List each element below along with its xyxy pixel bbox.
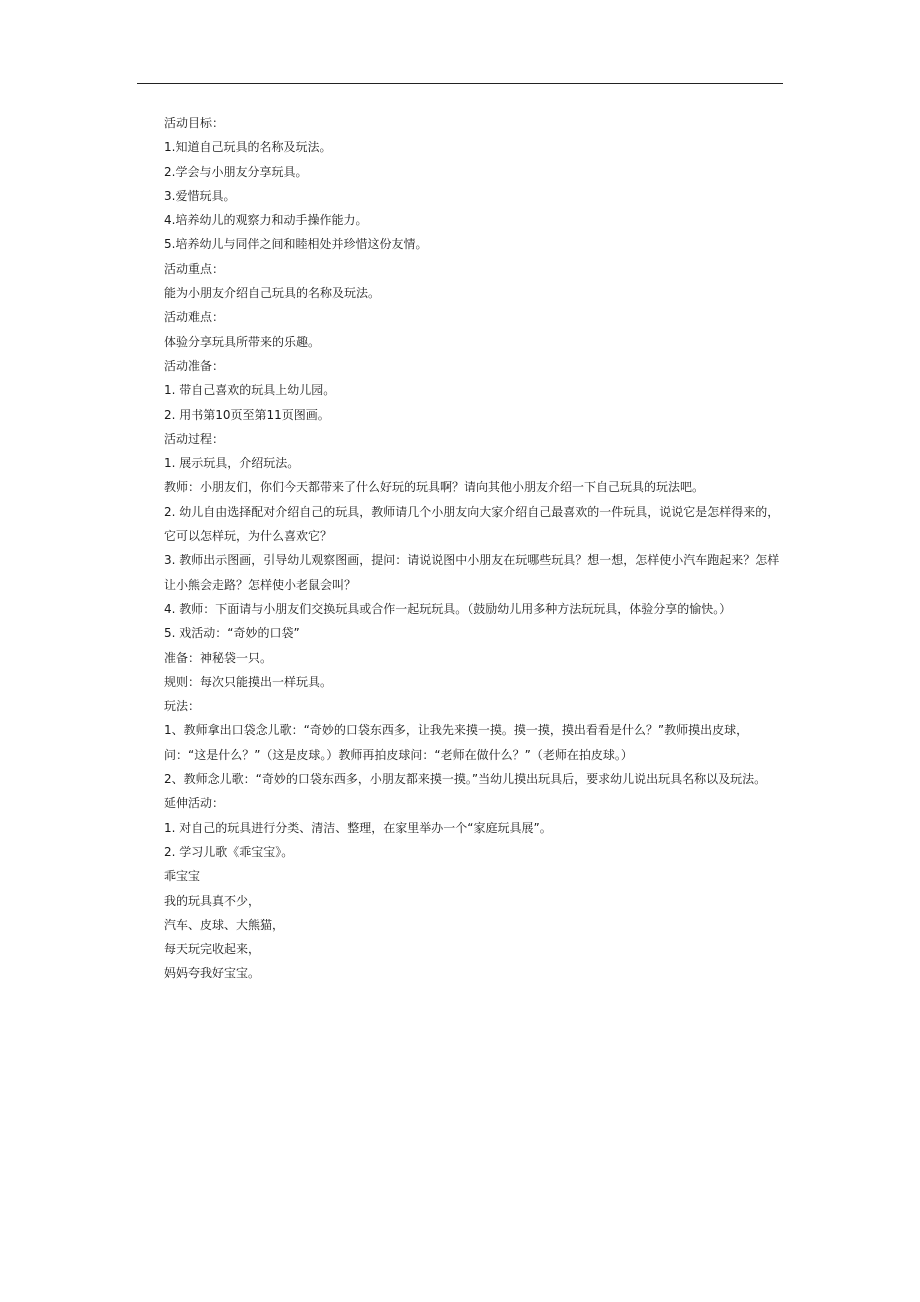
play-step: 1、教师拿出口袋念儿歌：“奇妙的口袋东西多，让我先来摸一摸。摸一摸，摸出看看是什么？”教师摸出皮球，问：“这是什么？”（这是皮球。）教师再拍皮球问：“老师在做什么？”（老师在拍皮球。） xyxy=(164,723,749,762)
process-step: 5. 戏活动：“奇妙的口袋” xyxy=(164,626,300,641)
heading-goals: 活动目标： xyxy=(164,116,225,130)
process-step: 3. 教师出示图画，引导幼儿观察图画，提问：请说说图中小朋友在玩哪些玩具？想一想，怎样使小汽车跑起来？怎样让小熊会走路？怎样使小老鼠会叫？ xyxy=(164,553,780,592)
preparation-item: 2. 用书第10页至第11页图画。 xyxy=(164,407,330,422)
play-step: 2、教师念儿歌：“奇妙的口袋东西多，小朋友都来摸一摸。”当幼儿摸出玩具后，要求幼儿说出玩具名称以及玩法。 xyxy=(164,772,767,787)
game-rules: 规则：每次只能摸出一样玩具。 xyxy=(164,674,333,689)
extension-item: 2. 学习儿歌《乖宝宝》。 xyxy=(164,844,294,859)
goal-item: 4.培养幼儿的观察力和动手操作能力。 xyxy=(164,213,368,228)
document-body xyxy=(164,111,784,986)
goal-item: 1.知道自己玩具的名称及玩法。 xyxy=(164,140,332,155)
header-rule xyxy=(137,83,783,84)
heading-key-points: 活动重点： xyxy=(164,261,225,276)
song-line: 我的玩具真不少， xyxy=(164,893,261,908)
heading-process: 活动过程： xyxy=(164,431,225,446)
heading-preparation: 活动准备： xyxy=(164,358,225,373)
song-line: 妈妈夸我好宝宝。 xyxy=(164,966,261,981)
process-step: 2. 幼儿自由选择配对介绍自己的玩具，教师请几个小朋友向大家介绍自己最喜欢的一件玩具，说说它是怎样得来的，它可以怎样玩，为什么喜欢它？ xyxy=(164,504,780,544)
process-step: 1. 展示玩具，介绍玩法。 xyxy=(164,456,300,471)
key-point-text: 能为小朋友介绍自己玩具的名称及玩法。 xyxy=(164,286,381,301)
extension-item: 1. 对自己的玩具进行分类、清洁、整理，在家里举办一个“家庭玩具展”。 xyxy=(164,820,552,835)
song-line: 每天玩完收起来， xyxy=(164,942,261,957)
heading-extension: 延伸活动： xyxy=(164,796,225,811)
goal-item: 5.培养幼儿与同伴之间和睦相处并珍惜这份友情。 xyxy=(164,237,428,252)
game-preparation: 准备：神秘袋一只。 xyxy=(164,650,273,665)
process-text: 教师：小朋友们，你们今天都带来了什么好玩的玩具啊？请向其他小朋友介绍一下自己玩具的玩法吧。 xyxy=(164,480,705,495)
heading-how-to-play: 玩法： xyxy=(164,699,201,714)
song-title: 乖宝宝 xyxy=(164,869,201,884)
difficulty-text: 体验分享玩具所带来的乐趣。 xyxy=(164,334,321,349)
goal-item: 2.学会与小朋友分享玩具。 xyxy=(164,164,308,179)
heading-difficulty: 活动难点： xyxy=(164,310,225,325)
goal-item: 3.爱惜玩具。 xyxy=(164,188,236,203)
song-line: 汽车、皮球、大熊猫， xyxy=(164,917,285,932)
preparation-item: 1. 带自己喜欢的玩具上幼儿园。 xyxy=(164,383,336,398)
process-step: 4. 教师：下面请与小朋友们交换玩具或合作一起玩玩具。（鼓励幼儿用多种方法玩玩具，体验分享的愉快。） xyxy=(164,601,732,616)
